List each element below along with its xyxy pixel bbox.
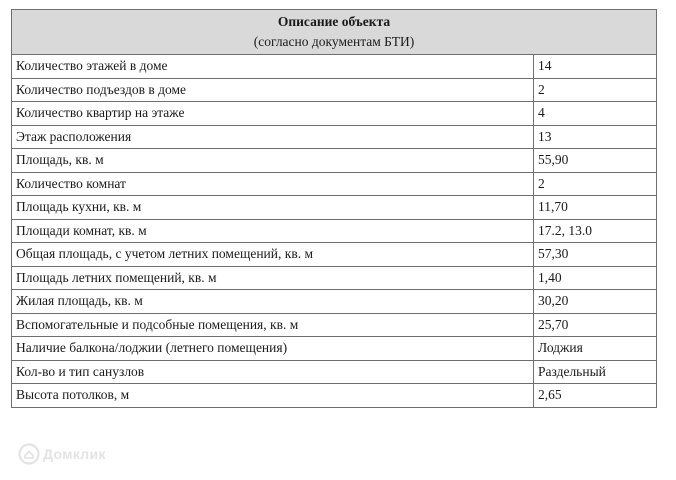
row-label: Наличие балкона/лоджии (летнего помещения) xyxy=(12,337,534,361)
row-value: Лоджия xyxy=(534,337,657,361)
table-row xyxy=(12,384,657,408)
row-value: 2,65 xyxy=(534,384,657,408)
domclick-logo-icon xyxy=(18,443,40,465)
row-value: Раздельный xyxy=(534,360,657,384)
row-value: 2 xyxy=(534,172,657,196)
row-value: 25,70 xyxy=(534,313,657,337)
row-label: Количество комнат xyxy=(12,172,534,196)
watermark-text: Домклик xyxy=(43,446,106,462)
row-value: 30,20 xyxy=(534,290,657,314)
row-label: Этаж расположения xyxy=(12,125,534,149)
table-row xyxy=(12,149,657,173)
row-label: Площадь летних помещений, кв. м xyxy=(12,266,534,290)
table-row xyxy=(12,102,657,126)
row-value: 13 xyxy=(534,125,657,149)
table-row xyxy=(12,243,657,267)
table-subtitle: (согласно документам БТИ) xyxy=(253,34,415,49)
row-label: Количество подъездов в доме xyxy=(12,78,534,102)
row-label: Площади комнат, кв. м xyxy=(12,219,534,243)
row-value: 2 xyxy=(534,78,657,102)
domclick-watermark xyxy=(18,443,106,465)
table-row xyxy=(12,78,657,102)
row-value: 1,40 xyxy=(534,266,657,290)
table-header xyxy=(12,10,657,55)
row-value: 55,90 xyxy=(534,149,657,173)
table-row xyxy=(12,125,657,149)
row-label: Количество квартир на этаже xyxy=(12,102,534,126)
row-value: 17.2, 13.0 xyxy=(534,219,657,243)
table-row xyxy=(12,313,657,337)
row-label: Вспомогательные и подсобные помещения, кв. м xyxy=(12,313,534,337)
table-row xyxy=(12,360,657,384)
table-title: Описание объекта xyxy=(277,14,391,29)
row-value: 4 xyxy=(534,102,657,126)
row-value: 14 xyxy=(534,55,657,79)
row-label: Количество этажей в доме xyxy=(12,55,534,79)
row-label: Высота потолков, м xyxy=(12,384,534,408)
row-label: Площадь кухни, кв. м xyxy=(12,196,534,220)
row-value: 11,70 xyxy=(534,196,657,220)
table-row xyxy=(12,219,657,243)
table-row xyxy=(12,337,657,361)
row-label: Кол-во и тип санузлов xyxy=(12,360,534,384)
table-row xyxy=(12,266,657,290)
table-row xyxy=(12,172,657,196)
row-label: Площадь, кв. м xyxy=(12,149,534,173)
row-label: Общая площадь, с учетом летних помещений, кв. м xyxy=(12,243,534,267)
row-value: 57,30 xyxy=(534,243,657,267)
bti-description-table xyxy=(11,9,657,408)
table-row xyxy=(12,290,657,314)
row-label: Жилая площадь, кв. м xyxy=(12,290,534,314)
table-row xyxy=(12,196,657,220)
table-row xyxy=(12,55,657,79)
table-header-row xyxy=(12,10,657,55)
